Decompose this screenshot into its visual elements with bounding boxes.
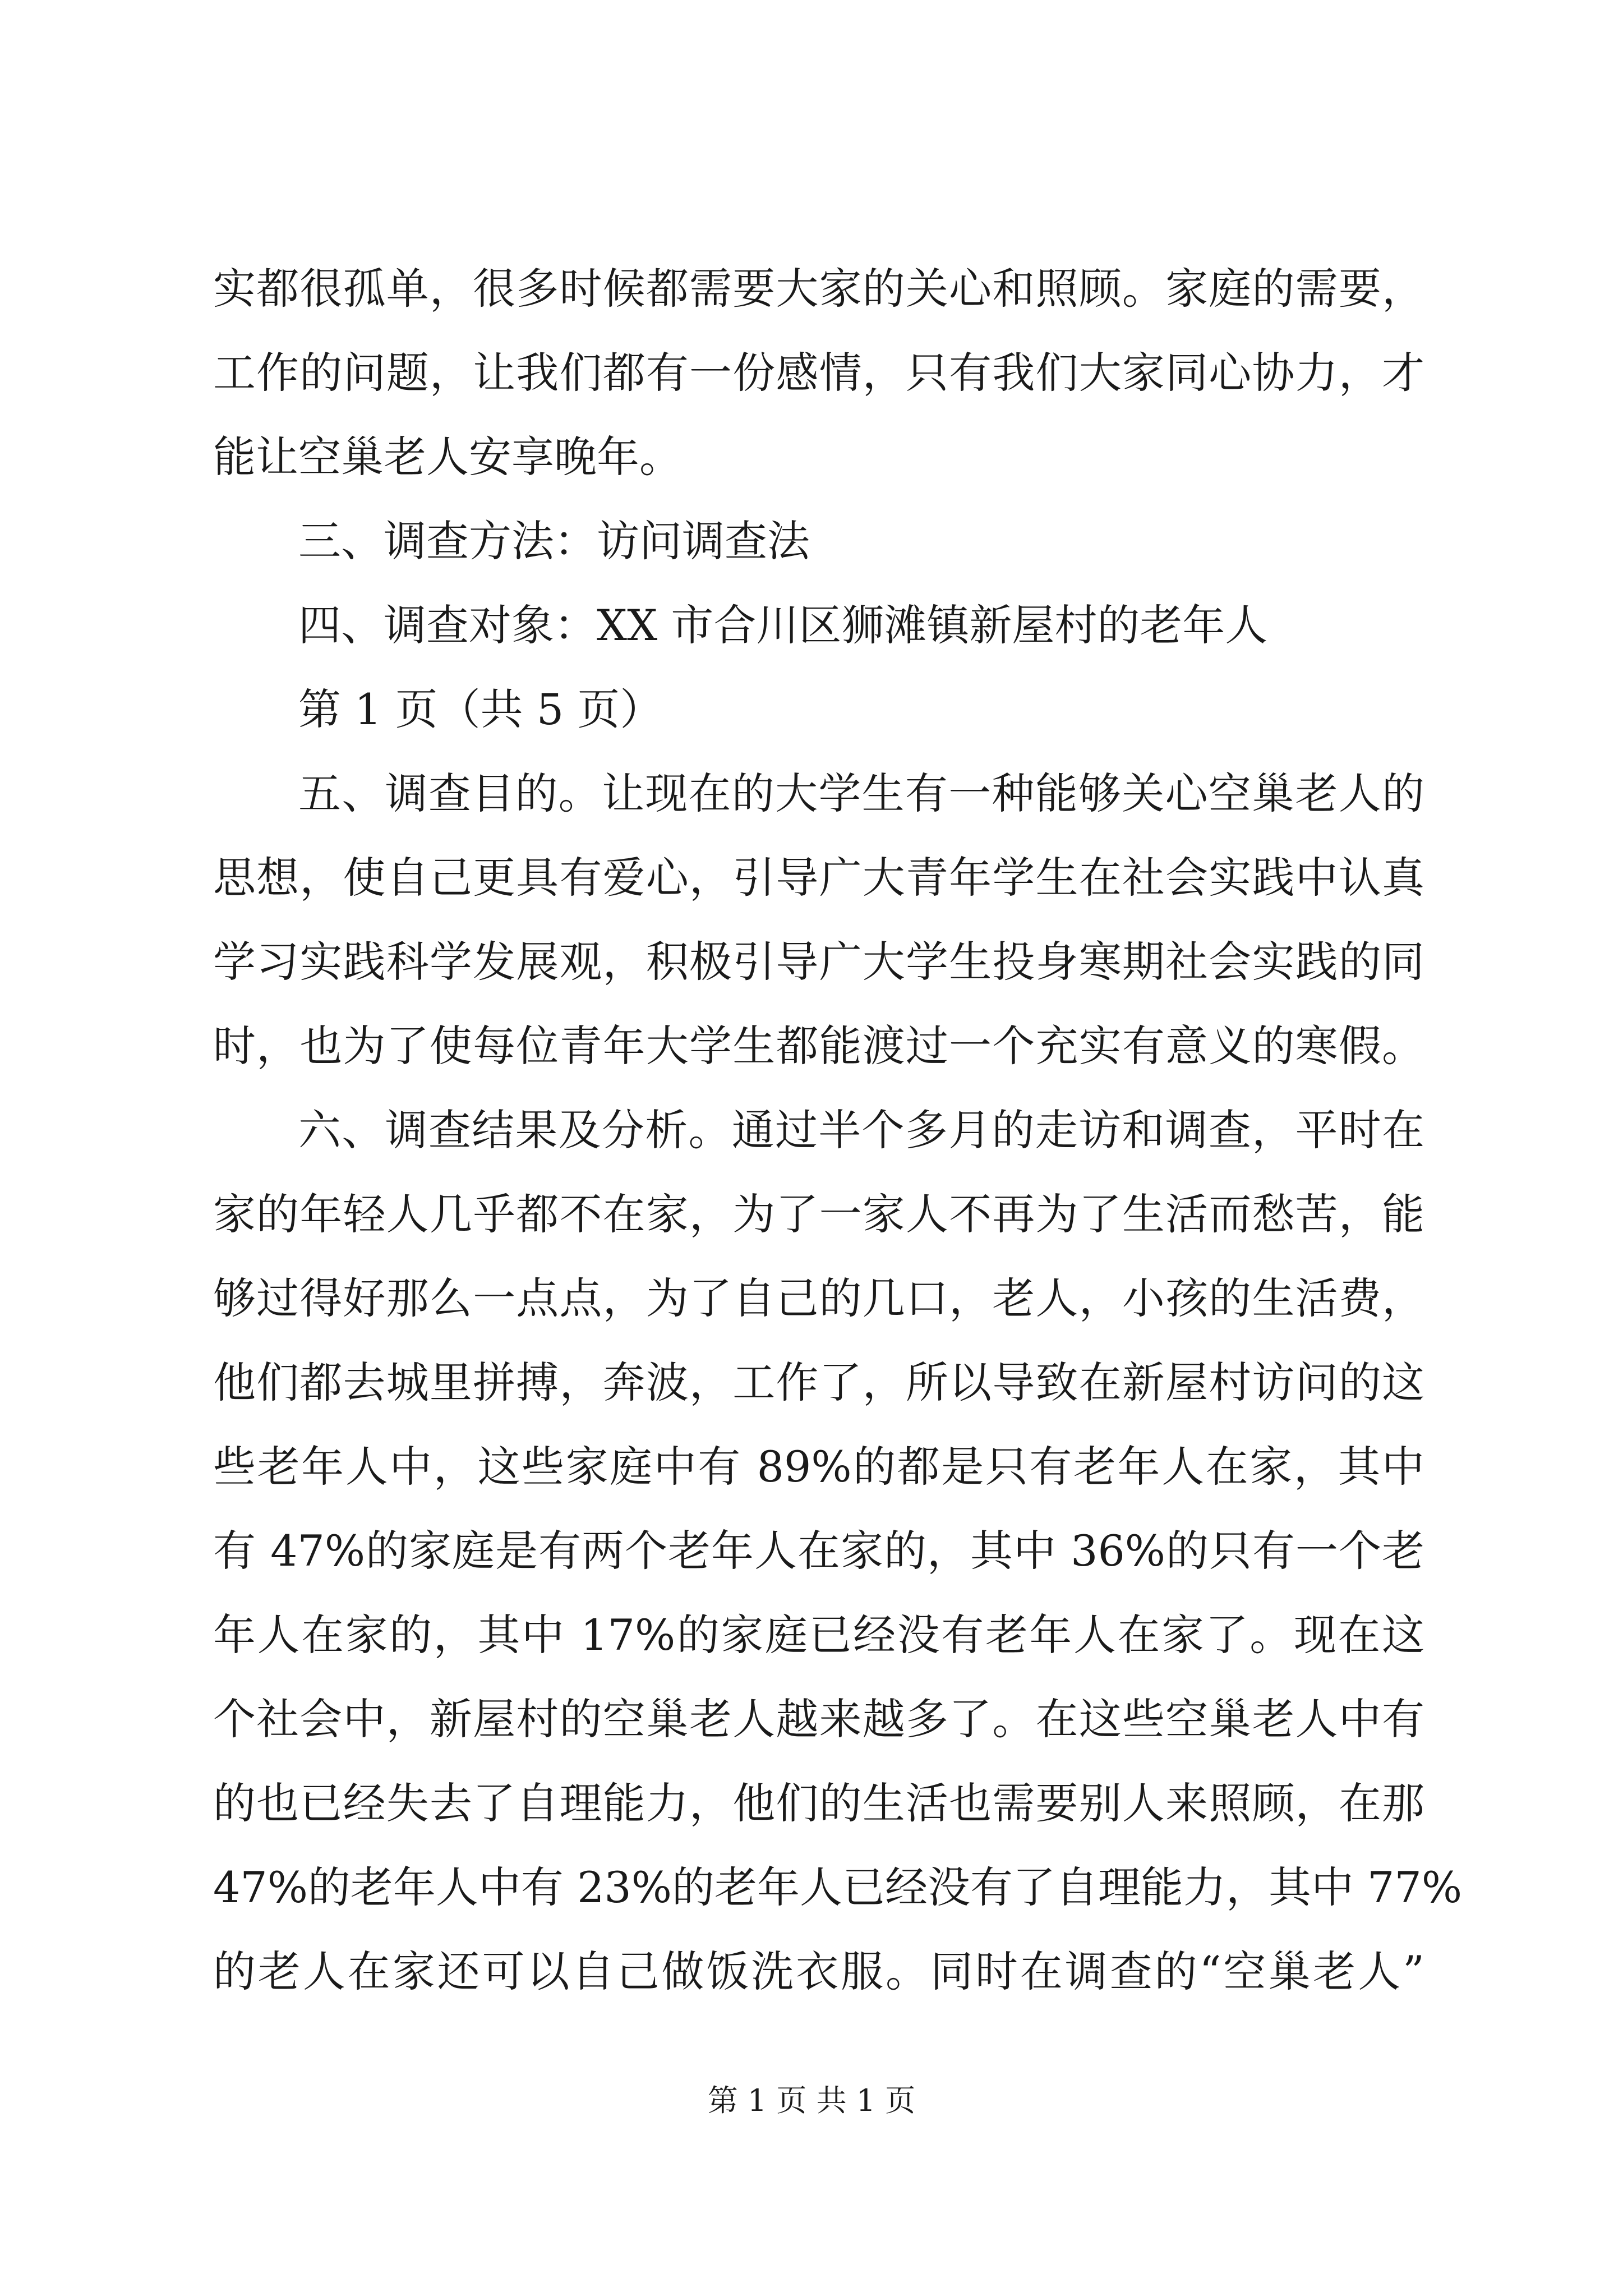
text-line: 的老人在家还可以自己做饭洗衣服。同时在调查的“空巢老人”	[213, 1947, 1424, 1996]
text-line: 个社会中，新屋村的空巢老人越来越多了。在这些空巢老人中有	[213, 1694, 1424, 1744]
section-heading-subject: 四、调查对象：XX 市合川区狮滩镇新屋村的老年人	[298, 600, 1268, 650]
text-line: 六、调查结果及分析。通过半个多月的走访和调查，平时在	[298, 1105, 1424, 1155]
text-line: 47%的老年人中有 23%的老年人已经没有了自理能力，其中 77%	[213, 1862, 1463, 1912]
text-line: 能让空巢老人安享晚年。	[213, 432, 682, 482]
text-line: 年人在家的，其中 17%的家庭已经没有老年人在家了。现在这	[213, 1610, 1424, 1660]
text-line: 他们都去城里拼搏，奔波，工作了，所以导致在新屋村访问的这	[213, 1358, 1424, 1407]
page-footer: 第 1 页 共 1 页	[707, 2083, 916, 2118]
section-heading-method: 三、调查方法：访问调查法	[298, 516, 810, 566]
text-line: 够过得好那么一点点，为了自己的几口，老人，小孩的生活费，	[213, 1273, 1424, 1323]
text-line: 时，也为了使每位青年大学生都能渡过一个充实有意义的寒假。	[213, 1021, 1424, 1071]
text-line: 学习实践科学发展观，积极引导广大学生投身寒期社会实践的同	[213, 937, 1424, 987]
text-line: 些老年人中，这些家庭中有 89%的都是只有老年人在家，其中	[213, 1442, 1424, 1492]
text-line: 的也已经失去了自理能力，他们的生活也需要别人来照顾，在那	[213, 1778, 1424, 1828]
text-line: 工作的问题，让我们都有一份感情，只有我们大家同心协力，才	[213, 348, 1424, 398]
text-line: 五、调查目的。让现在的大学生有一种能够关心空巢老人的	[298, 769, 1424, 818]
text-line: 思想，使自己更具有爱心，引导广大青年学生在社会实践中认真	[213, 853, 1424, 903]
text-line: 有 47%的家庭是有两个老年人在家的，其中 36%的只有一个老	[213, 1526, 1424, 1576]
inline-page-marker: 第 1 页（共 5 页）	[298, 684, 663, 734]
document-body	[213, 247, 1463, 2014]
text-line: 家的年轻人几乎都不在家，为了一家人不再为了生活而愁苦，能	[213, 1189, 1424, 1239]
text-line: 实都很孤单，很多时候都需要大家的关心和照顾。家庭的需要，	[213, 264, 1424, 314]
